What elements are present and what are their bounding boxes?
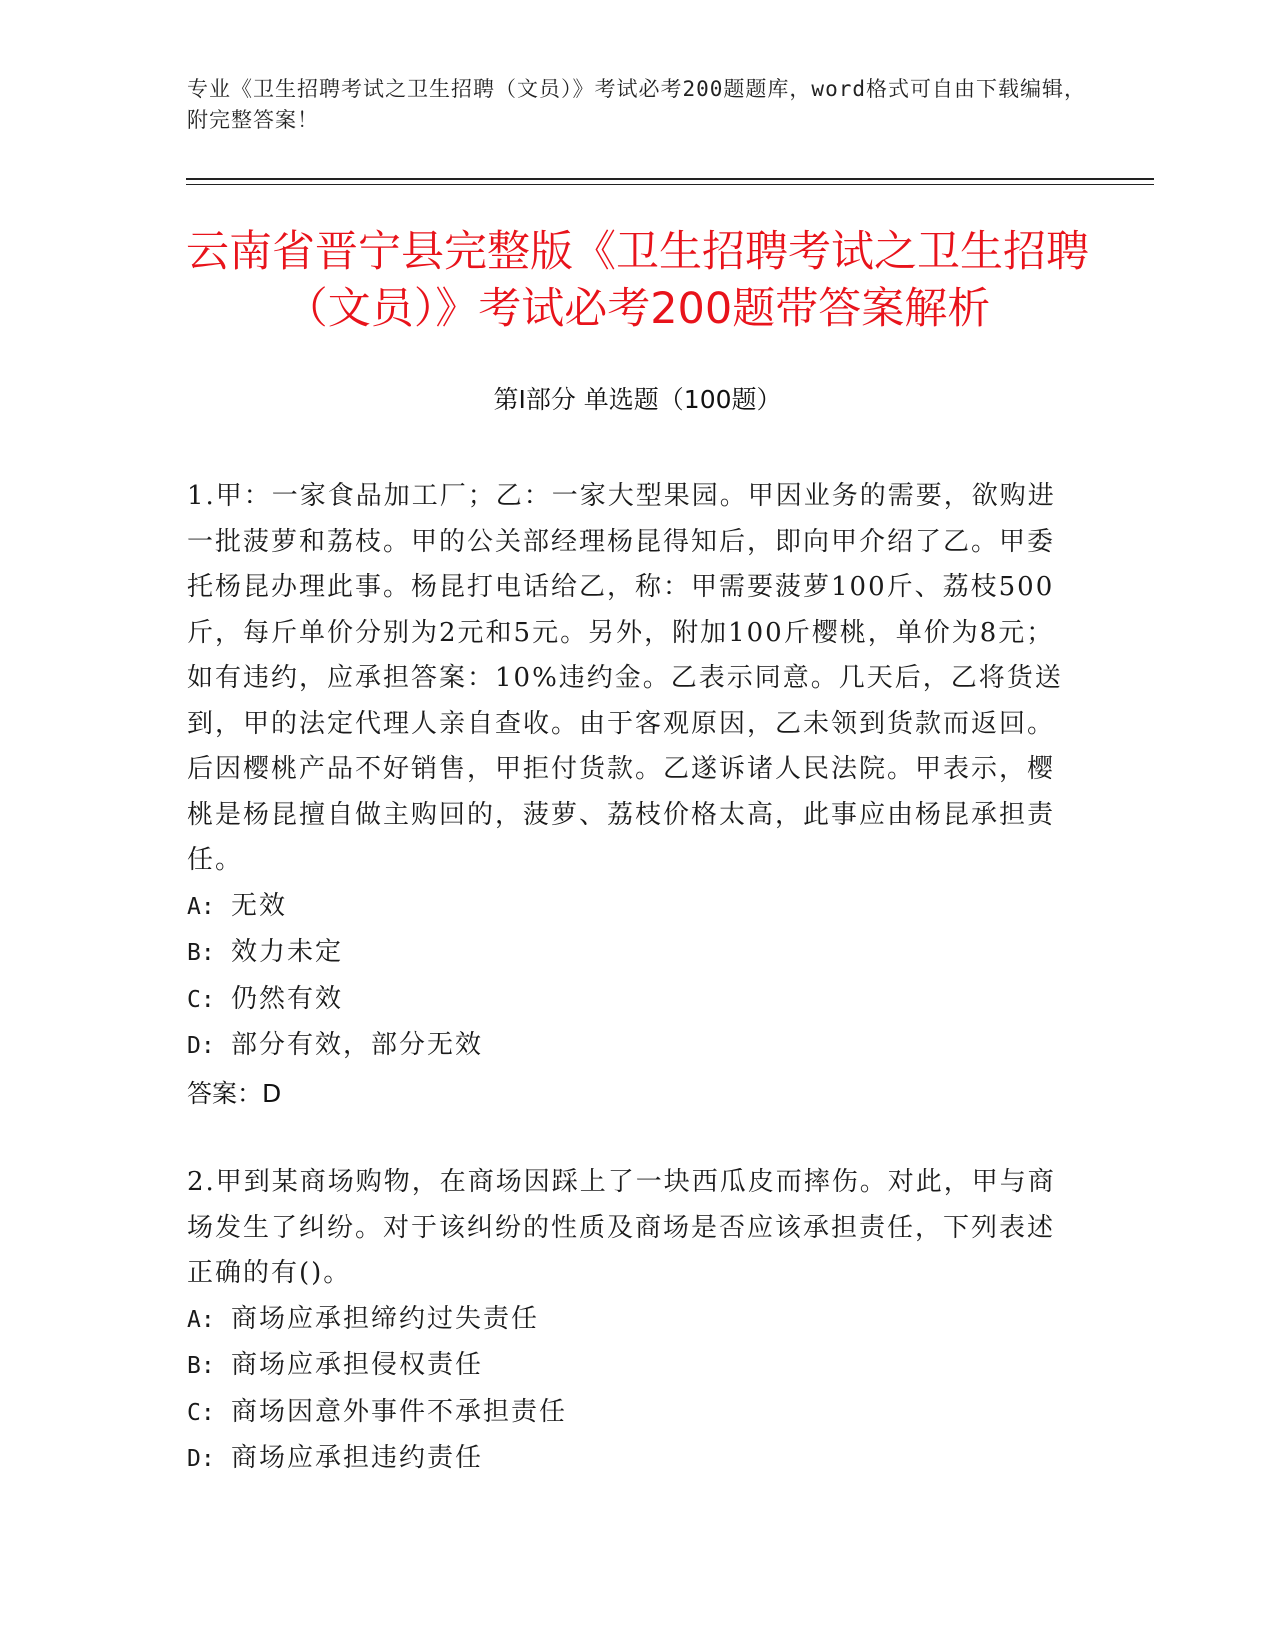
header-note: 专业《卫生招聘考试之卫生招聘（文员）》考试必考200题题库，word格式可自由下载编辑，附完整答案！ <box>187 77 1086 132</box>
header-divider-thick <box>186 178 1154 180</box>
option-c <box>187 1390 1067 1437</box>
option-text: 效力未定 <box>231 937 344 967</box>
option-b <box>187 930 1067 977</box>
option-text: 商场应承担缔约过失责任 <box>231 1303 540 1334</box>
header-divider-thin <box>186 184 1154 185</box>
option-a <box>187 1297 1067 1344</box>
question-1 <box>187 474 1067 1116</box>
option-d <box>187 1023 1067 1070</box>
section-title: 第I部分 单选题（100题） <box>493 385 782 414</box>
option-label: A: <box>187 893 215 920</box>
option-text: 商场应承担侵权责任 <box>231 1350 484 1380</box>
question-stem: 1.甲：一家食品加工厂；乙：一家大型果园。甲因业务的需要，欲购进一批菠萝和荔枝。甲的公关部经理杨昆得知后，即向甲介绍了乙。甲委托杨昆办理此事。杨昆打电话给乙，称：甲需要菠萝100斤、荔枝500斤，每斤单价分别为2元和5元。另外，附加100斤樱桃，单价为8元；如有违约，应承担答案：10%违约金。乙表示同意。几天后，乙将货送到，甲的法定代理人亲自查收。由于客观原因，乙未领到货款而返回。后因樱桃产品不好销售，甲拒付货款。乙遂诉诸人民法院。甲表示，樱桃是杨昆擅自做主购回的，菠萝、荔枝价格太高，此事应由杨昆承担责任。 <box>187 481 1063 875</box>
option-text: 仍然有效 <box>231 983 344 1014</box>
document-title: 云南省晋宁县完整版《卫生招聘考试之卫生招聘（文员）》考试必考200题带答案解析 <box>186 227 1089 334</box>
option-label: C: <box>187 1399 215 1426</box>
option-label: B: <box>187 940 215 966</box>
answer-line: 答案：D <box>187 1078 282 1108</box>
option-a <box>187 884 1067 931</box>
option-label: C: <box>187 986 215 1013</box>
option-c <box>187 977 1067 1024</box>
option-text: 商场应承担违约责任 <box>231 1443 484 1473</box>
option-text: 无效 <box>231 890 288 921</box>
question-stem: 2.甲到某商场购物，在商场因踩上了一块西瓜皮而摔伤。对此，甲与商场发生了纠纷。对于该纠纷的性质及商场是否应该承担责任，下列表述正确的有()。 <box>187 1167 1056 1288</box>
option-label: B: <box>187 1353 215 1379</box>
option-label: A: <box>187 1306 215 1333</box>
question-2 <box>187 1160 1067 1483</box>
option-label: D: <box>187 1033 215 1059</box>
option-d <box>187 1436 1067 1483</box>
option-b <box>187 1343 1067 1390</box>
option-text: 商场因意外事件不承担责任 <box>231 1396 568 1427</box>
option-text: 部分有效，部分无效 <box>231 1030 484 1060</box>
option-label: D: <box>187 1446 215 1472</box>
